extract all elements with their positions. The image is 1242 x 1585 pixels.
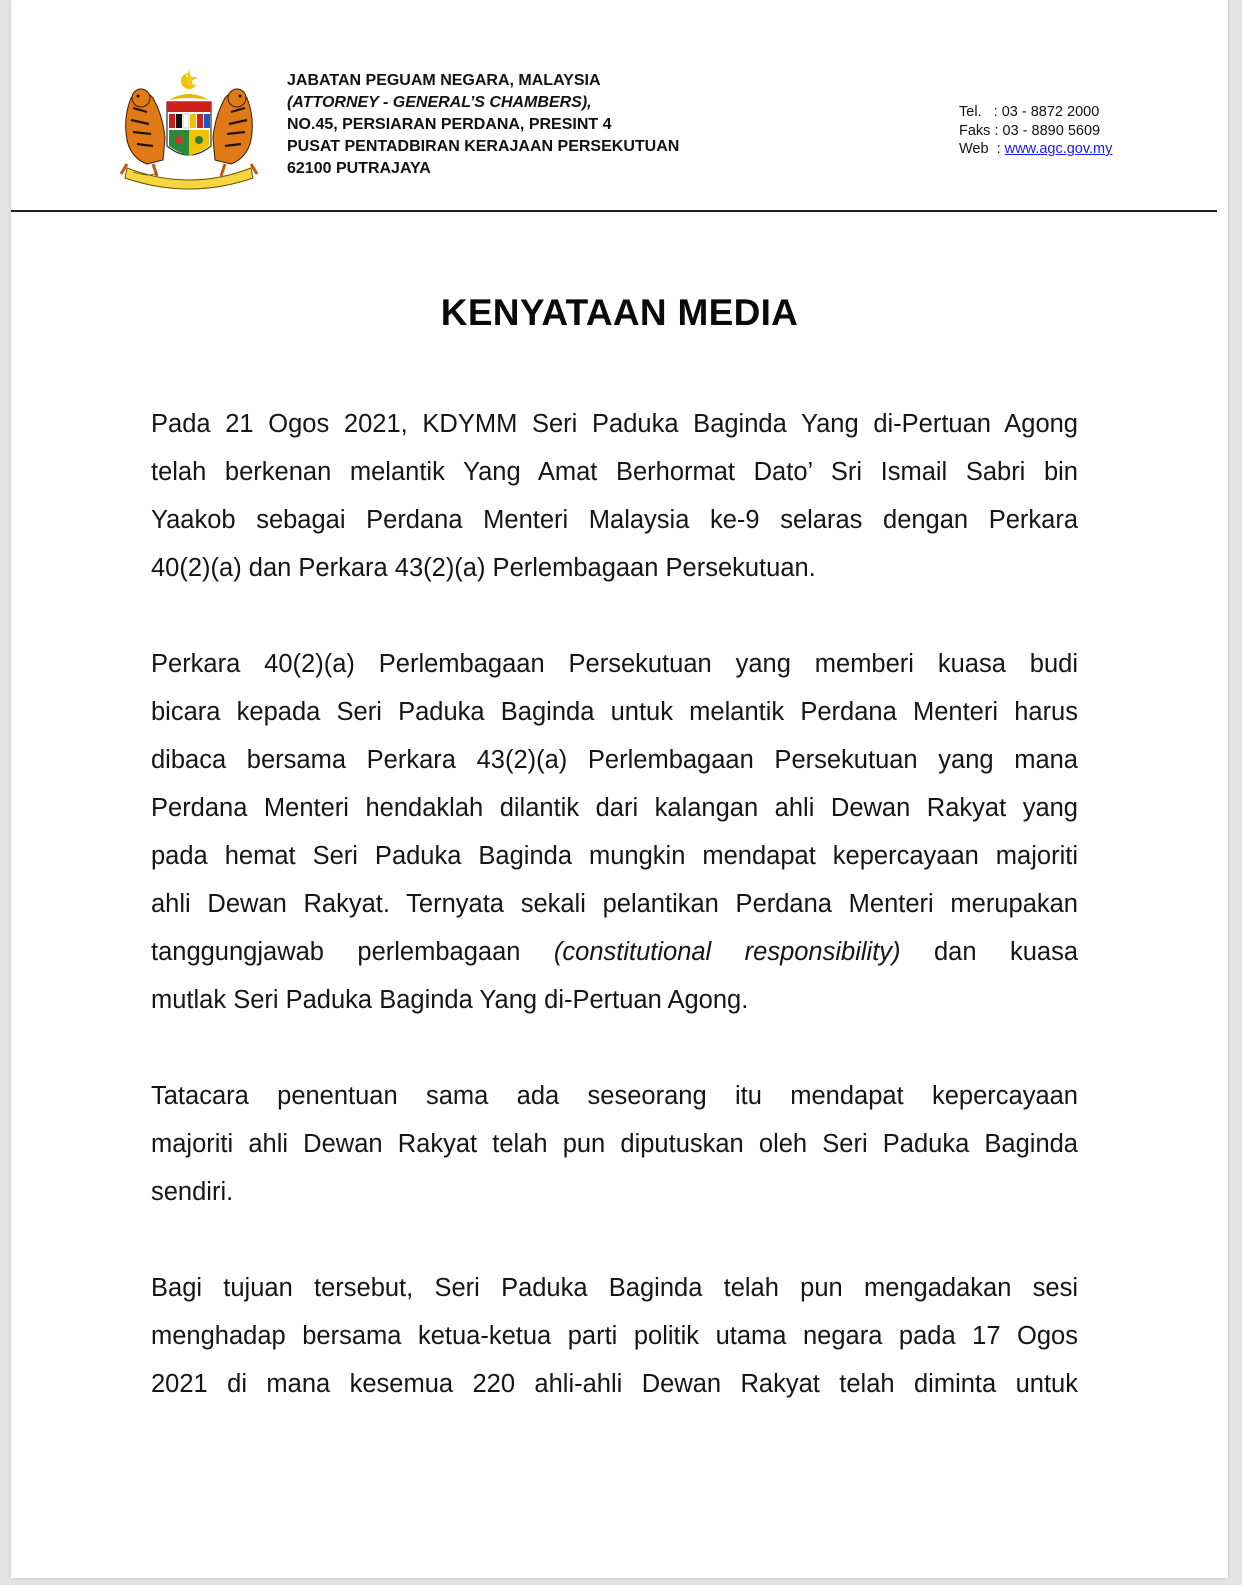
- website-link[interactable]: www.agc.gov.my: [1004, 141, 1113, 157]
- text-segment: dan kuasa: [933, 938, 1079, 966]
- text-segment: tanggungjawab perlembagaan: [151, 938, 521, 966]
- text-line: Bagi tujuan tersebut, Seri Paduka Baginda telah pun mengadakan sesi: [151, 1274, 1078, 1302]
- text-line: menghadap bersama ketua-ketua parti politik utama negara pada 17 Ogos: [151, 1322, 1078, 1350]
- text-line: Tatacara penentuan sama ada seseorang itu mendapat kepercayaan: [151, 1082, 1078, 1110]
- text-line: Pada 21 Ogos 2021, KDYMM Seri Paduka Baginda Yang di-Pertuan Agong: [151, 410, 1078, 438]
- text-line: majoriti ahli Dewan Rakyat telah pun diputuskan oleh Seri Paduka Baginda: [151, 1130, 1078, 1158]
- paragraph-4: [151, 1264, 1078, 1408]
- contact-block: [959, 103, 1112, 159]
- left-tiger-icon: [121, 89, 165, 176]
- contact-tel: [959, 103, 1112, 122]
- letterhead-address: [287, 70, 757, 180]
- shield-icon: [167, 102, 211, 156]
- text-line: telah berkenan melantik Yang Amat Berhormat Dato’ Sri Ismail Sabri bin: [151, 458, 1078, 486]
- text-line: 2021 di mana kesemua 220 ahli-ahli Dewan Rakyat telah diminta untuk: [151, 1370, 1078, 1398]
- coat-of-arms-icon: [113, 68, 265, 192]
- letterhead-line: JABATAN PEGUAM NEGARA, MALAYSIA: [287, 72, 601, 89]
- right-tiger-icon: [213, 89, 257, 176]
- tel-value: 03 - 8872 2000: [1001, 104, 1100, 120]
- contact-web: [959, 140, 1112, 159]
- text-line: bicara kepada Seri Paduka Baginda untuk melantik Perdana Menteri harus: [151, 698, 1078, 726]
- text-line: sendiri.: [151, 1178, 234, 1206]
- tel-label: Tel. :: [959, 104, 1002, 120]
- text-line: dibaca bersama Perkara 43(2)(a) Perlembagaan Persekutuan yang mana: [151, 746, 1078, 774]
- header-divider: [11, 210, 1217, 212]
- text-line: Yaakob sebagai Perdana Menteri Malaysia ke-9 selaras dengan Perkara: [151, 506, 1078, 534]
- letterhead-line: (ATTORNEY - GENERAL’S CHAMBERS),: [287, 94, 592, 111]
- text-line: mutlak Seri Paduka Baginda Yang di-Pertuan Agong.: [151, 986, 749, 1014]
- fax-label: Faks :: [959, 122, 1003, 139]
- letterhead-line: 62100 PUTRAJAYA: [287, 160, 431, 177]
- statement-body: [151, 400, 1078, 1408]
- letterhead-line: NO.45, PERSIARAN PERDANA, PRESINT 4: [287, 116, 612, 133]
- document-page: [11, 0, 1228, 1578]
- text-line: pada hemat Seri Paduka Baginda mungkin mendapat kepercayaan majoriti: [151, 842, 1078, 870]
- text-line: 40(2)(a) dan Perkara 43(2)(a) Perlembagaan Persekutuan.: [151, 554, 816, 582]
- paragraph-2: [151, 640, 1078, 1024]
- text-line: Perkara 40(2)(a) Perlembagaan Persekutuan yang memberi kuasa budi: [151, 650, 1078, 678]
- text-line: Perdana Menteri hendaklah dilantik dari kalangan ahli Dewan Rakyat yang: [151, 794, 1078, 822]
- page-title: KENYATAAN MEDIA: [440, 292, 799, 333]
- motto-ribbon: [125, 168, 253, 189]
- fax-value: 03 - 8890 5609: [1002, 122, 1101, 139]
- paragraph-1: [151, 400, 1078, 592]
- web-label: Web :: [959, 141, 1005, 157]
- contact-fax: [959, 122, 1112, 141]
- italic-term: (constitutional responsibility): [553, 938, 901, 966]
- star-crescent-icon: [180, 70, 199, 89]
- paragraph-3: [151, 1072, 1078, 1216]
- letterhead-line: PUSAT PENTADBIRAN KERAJAAN PERSEKUTUAN: [287, 138, 680, 155]
- text-line: [151, 928, 1078, 976]
- text-line: ahli Dewan Rakyat. Ternyata sekali pelantikan Perdana Menteri merupakan: [151, 890, 1078, 918]
